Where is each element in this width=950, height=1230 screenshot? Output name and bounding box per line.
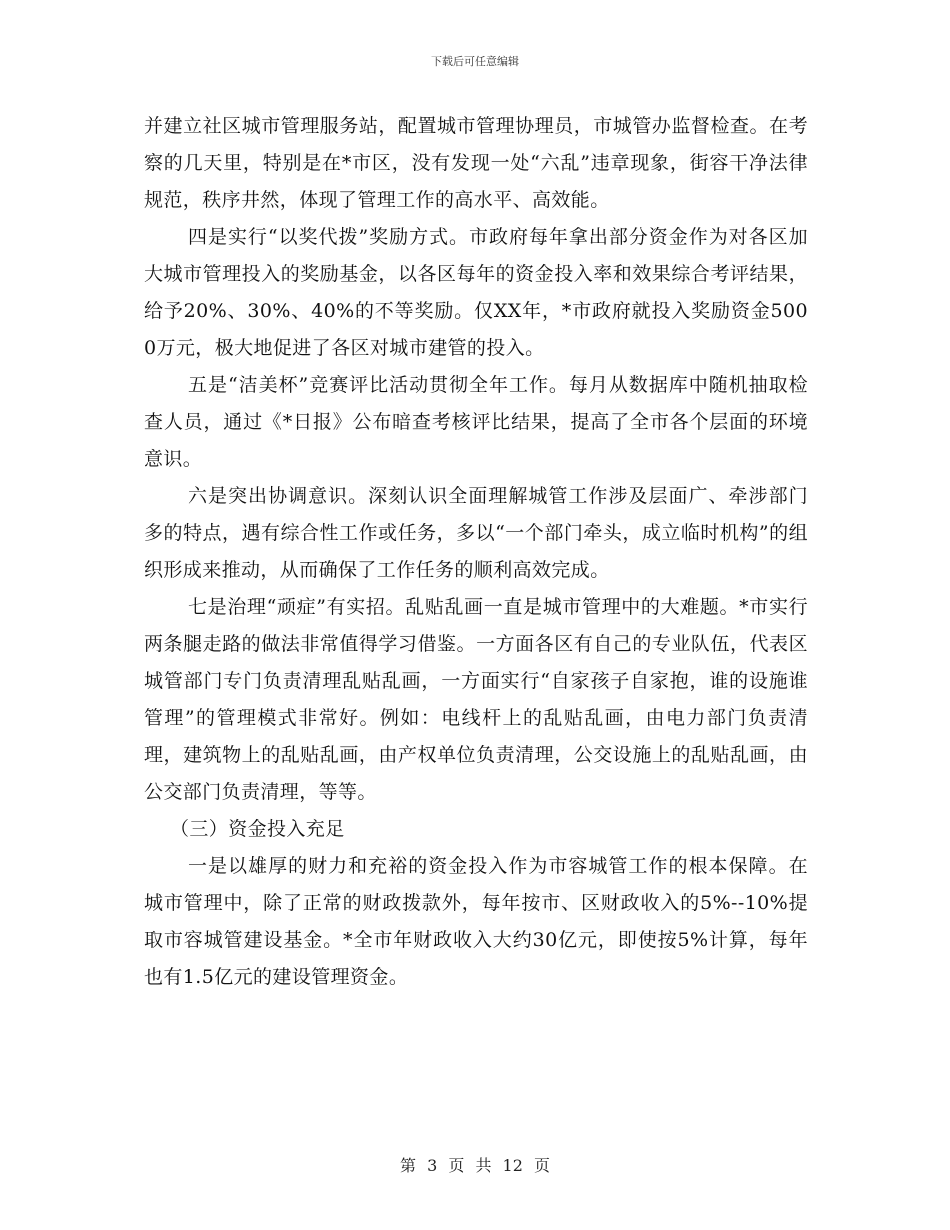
paragraph-item-seven: 七是治理“顽症”有实招。乱贴乱画一直是城市管理中的大难题。*市实行两条腿走路的做法非常值得学习借鉴。一方面各区有自己的专业队伍，代表区城管部门专门负责清理乱贴乱画，一方面实行“自家孩子自家抱，谁的设施谁管理”的管理模式非常好。例如：电线杆上的乱贴乱画，由电力部门负责清理，建筑物上的乱贴乱画，由产权单位负责清理，公交设施上的乱贴乱画，由公交部门负责清理，等等。: [144, 596, 808, 803]
page-footer: 第 3 页 共 12 页: [400, 1156, 550, 1175]
paragraph-item-four: 四是实行“以奖代拨”奖励方式。市政府每年拿出部分资金作为对各区加大城市管理投入的奖励基金，以各区每年的资金投入率和效果综合考评结果，给予20%、30%、40%的不等奖励。仅XX年，*市政府就投入奖励资金5000万元，极大地促进了各区对城市建管的投入。: [144, 226, 808, 359]
header-note: 下载后可任意编辑: [431, 55, 519, 68]
paragraph-item-five: 五是“洁美杯”竞赛评比活动贯彻全年工作。每月从数据库中随机抽取检查人员，通过《*日报》公布暗查考核评比结果，提高了全市各个层面的环境意识。: [144, 374, 808, 470]
paragraph-continuation: 并建立社区城市管理服务站，配置城市管理协理员，市城管办监督检查。在考察的几天里，特别是在*市区，没有发现一处“六乱”违章现象，街容干净法律规范，秩序井然，体现了管理工作的高水平、高效能。: [144, 115, 808, 211]
section-heading: （三）资金投入充足: [170, 818, 345, 840]
document-body: [144, 108, 808, 996]
paragraph-funding-one: 一是以雄厚的财力和充裕的资金投入作为市容城管工作的根本保障。在城市管理中，除了正常的财政拨款外，每年按市、区财政收入的5%--10%提取市容城管建设基金。*全市年财政收入大约30亿元，即使按5%计算，每年也有1.5亿元的建设管理资金。: [144, 855, 808, 988]
paragraph-item-six: 六是突出协调意识。深刻认识全面理解城管工作涉及层面广、牵涉部门多的特点，遇有综合性工作或任务，多以“一个部门牵头，成立临时机构”的组织形成来推动，从而确保了工作任务的顺利高效完成。: [144, 485, 808, 581]
